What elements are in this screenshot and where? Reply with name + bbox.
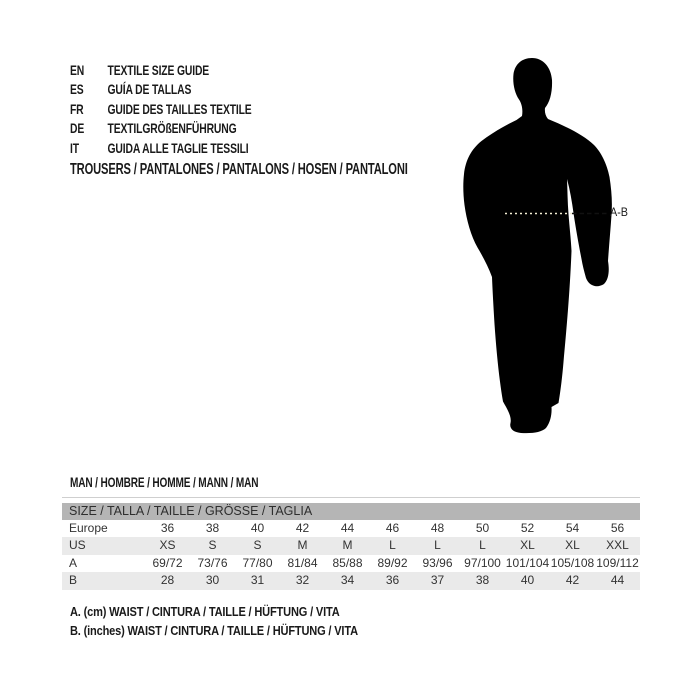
size-cell: 46 <box>385 521 400 535</box>
row-label: A <box>69 555 78 570</box>
note-waist-cm: A. (cm) WAIST / CINTURA / TAILLE / HÜFTUNG / VITA <box>70 604 340 619</box>
category-title: TROUSERS / PANTALONES / PANTALONS / HOSEN / PANTALONI <box>70 161 408 178</box>
size-cell: 37 <box>430 573 445 588</box>
size-cell: 50 <box>475 521 490 535</box>
size-cell: 105/108 <box>550 555 595 570</box>
size-row-b <box>62 572 640 589</box>
size-cell: L <box>389 538 396 553</box>
man-silhouette-path <box>463 58 612 433</box>
language-name: TEXTILE SIZE GUIDE <box>107 62 210 78</box>
size-cell: 44 <box>610 573 625 588</box>
size-row-europe <box>62 520 640 537</box>
size-cell: S <box>253 538 262 553</box>
size-cell: 44 <box>340 521 355 535</box>
row-label: US <box>69 538 86 553</box>
size-row-a <box>62 555 640 572</box>
size-table <box>62 503 640 590</box>
size-cell: XL <box>520 538 535 553</box>
size-cell: 38 <box>475 573 490 588</box>
size-cell: 89/92 <box>377 555 408 570</box>
size-cell: XS <box>159 538 176 553</box>
language-name: GUÍA DE TALLAS <box>107 81 192 98</box>
size-cell: 36 <box>160 521 175 535</box>
measurement-notes <box>70 603 409 640</box>
language-name: TEXTILGRÖßENFÜHRUNG <box>107 120 237 137</box>
size-cell: 28 <box>160 573 175 588</box>
size-cell: 40 <box>250 521 265 535</box>
size-cell: 38 <box>205 521 220 535</box>
size-cell: 56 <box>610 521 625 535</box>
size-cell: 77/80 <box>242 555 273 570</box>
language-row <box>70 61 252 80</box>
language-list <box>70 61 315 158</box>
size-cell: 40 <box>520 573 535 588</box>
language-code: IT <box>70 139 79 156</box>
size-cell: 48 <box>430 521 445 535</box>
size-cell: 101/104 <box>505 555 550 570</box>
size-cell: XL <box>565 538 580 553</box>
size-cell: XXL <box>606 538 629 553</box>
size-cell: 85/88 <box>332 555 363 570</box>
size-cell: 36 <box>385 573 400 588</box>
size-cell: 34 <box>340 573 355 588</box>
size-cell: 97/100 <box>464 555 501 570</box>
size-row-us <box>62 537 640 554</box>
size-cell: 93/96 <box>422 555 453 570</box>
size-cell: 81/84 <box>287 555 318 570</box>
table-top-rule <box>62 497 640 498</box>
language-row <box>70 80 252 99</box>
language-name: GUIDE DES TAILLES TEXTILE <box>107 100 252 117</box>
language-row <box>70 100 252 119</box>
size-cell: L <box>434 538 441 553</box>
language-code: FR <box>70 100 84 117</box>
language-code: DE <box>70 120 85 137</box>
language-code: ES <box>70 81 84 98</box>
size-cell: 69/72 <box>152 555 183 570</box>
language-code: EN <box>70 62 85 78</box>
size-cell: 109/112 <box>596 555 639 570</box>
language-row <box>70 139 252 158</box>
size-cell: 42 <box>295 521 310 535</box>
size-cell: 31 <box>250 573 265 588</box>
row-label: B <box>69 573 78 588</box>
size-cell: M <box>297 538 308 553</box>
man-silhouette <box>437 50 637 440</box>
waist-measure-label: A-B <box>610 205 629 219</box>
size-cell: S <box>208 538 217 553</box>
size-cell: 30 <box>205 573 220 588</box>
size-cell: 52 <box>520 521 535 535</box>
note-waist-inches: B. (inches) WAIST / CINTURA / TAILLE / HÜFTUNG / VITA <box>70 622 358 638</box>
size-cell: 54 <box>565 521 580 535</box>
size-cell: 73/76 <box>197 555 228 570</box>
size-table-header: SIZE / TALLA / TAILLE / GRÖSSE / TAGLIA <box>62 503 640 520</box>
size-cell: L <box>479 538 486 553</box>
size-cell: 42 <box>565 573 580 588</box>
size-cell: 32 <box>295 573 310 588</box>
gender-title: MAN / HOMBRE / HOMME / MANN / MAN <box>70 474 259 490</box>
row-label: Europe <box>69 521 108 535</box>
language-name: GUIDA ALLE TAGLIE TESSILI <box>107 139 249 156</box>
size-cell: M <box>342 538 353 553</box>
language-row <box>70 119 252 138</box>
